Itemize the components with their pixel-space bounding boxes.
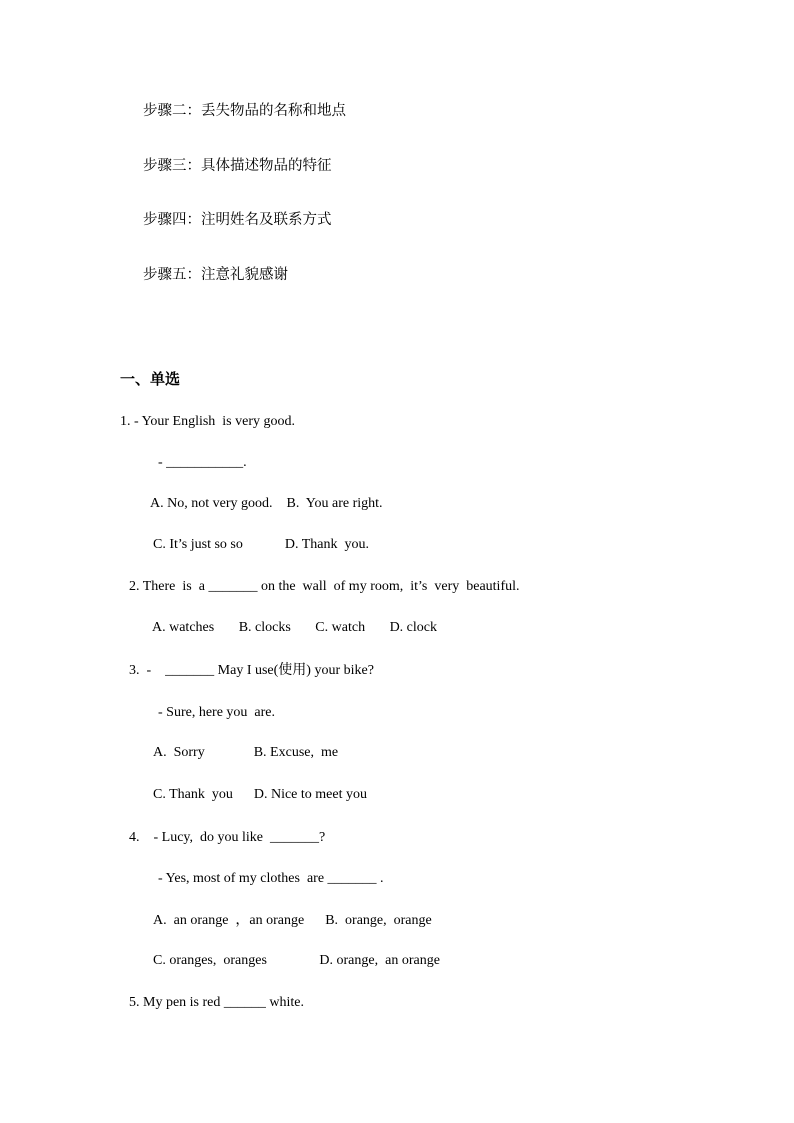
question-5-stem: 5. My pen is red ______ white. (129, 995, 304, 1010)
section-title: 一、单选 (120, 370, 181, 388)
question-1-reply: - ___________. (158, 455, 247, 470)
question-4-reply: - Yes, most of my clothes are _______ . (158, 871, 384, 886)
question-4-options-row2: C. oranges, oranges D. orange, an orange (153, 953, 440, 968)
question-2-options-row1: A. watches B. clocks C. watch D. clock (152, 620, 437, 635)
question-3-reply: - Sure, here you are. (158, 705, 276, 720)
question-4-options-row1: A. an orange ，an orange B. orange, orange (153, 913, 432, 928)
question-1-options-row1: A. No, not very good. B. You are right. (150, 496, 383, 511)
step-4-text: 步骤四：注明姓名及联系方式 (143, 212, 332, 228)
question-3-options-row1: A. Sorry B. Excuse, me (153, 745, 339, 760)
step-2-text: 步骤二：丢失物品的名称和地点 (143, 103, 346, 119)
question-4-stem: 4. - Lucy, do you like _______? (129, 830, 326, 845)
question-1-stem: 1. - Your English is very good. (120, 414, 296, 429)
question-1-options-row2: C. It’s just so so D. Thank you. (153, 537, 369, 552)
question-3-options-row2: C. Thank you D. Nice to meet you (153, 787, 367, 802)
step-5-text: 步骤五：注意礼貌感谢 (143, 267, 288, 283)
question-3-stem: 3. - _______ May I use(使用) your bike? (129, 663, 374, 678)
question-2-stem: 2. There is a _______ on the wall of my room, it’s very beautiful. (129, 579, 520, 594)
step-3-text: 步骤三：具体描述物品的特征 (143, 158, 332, 174)
